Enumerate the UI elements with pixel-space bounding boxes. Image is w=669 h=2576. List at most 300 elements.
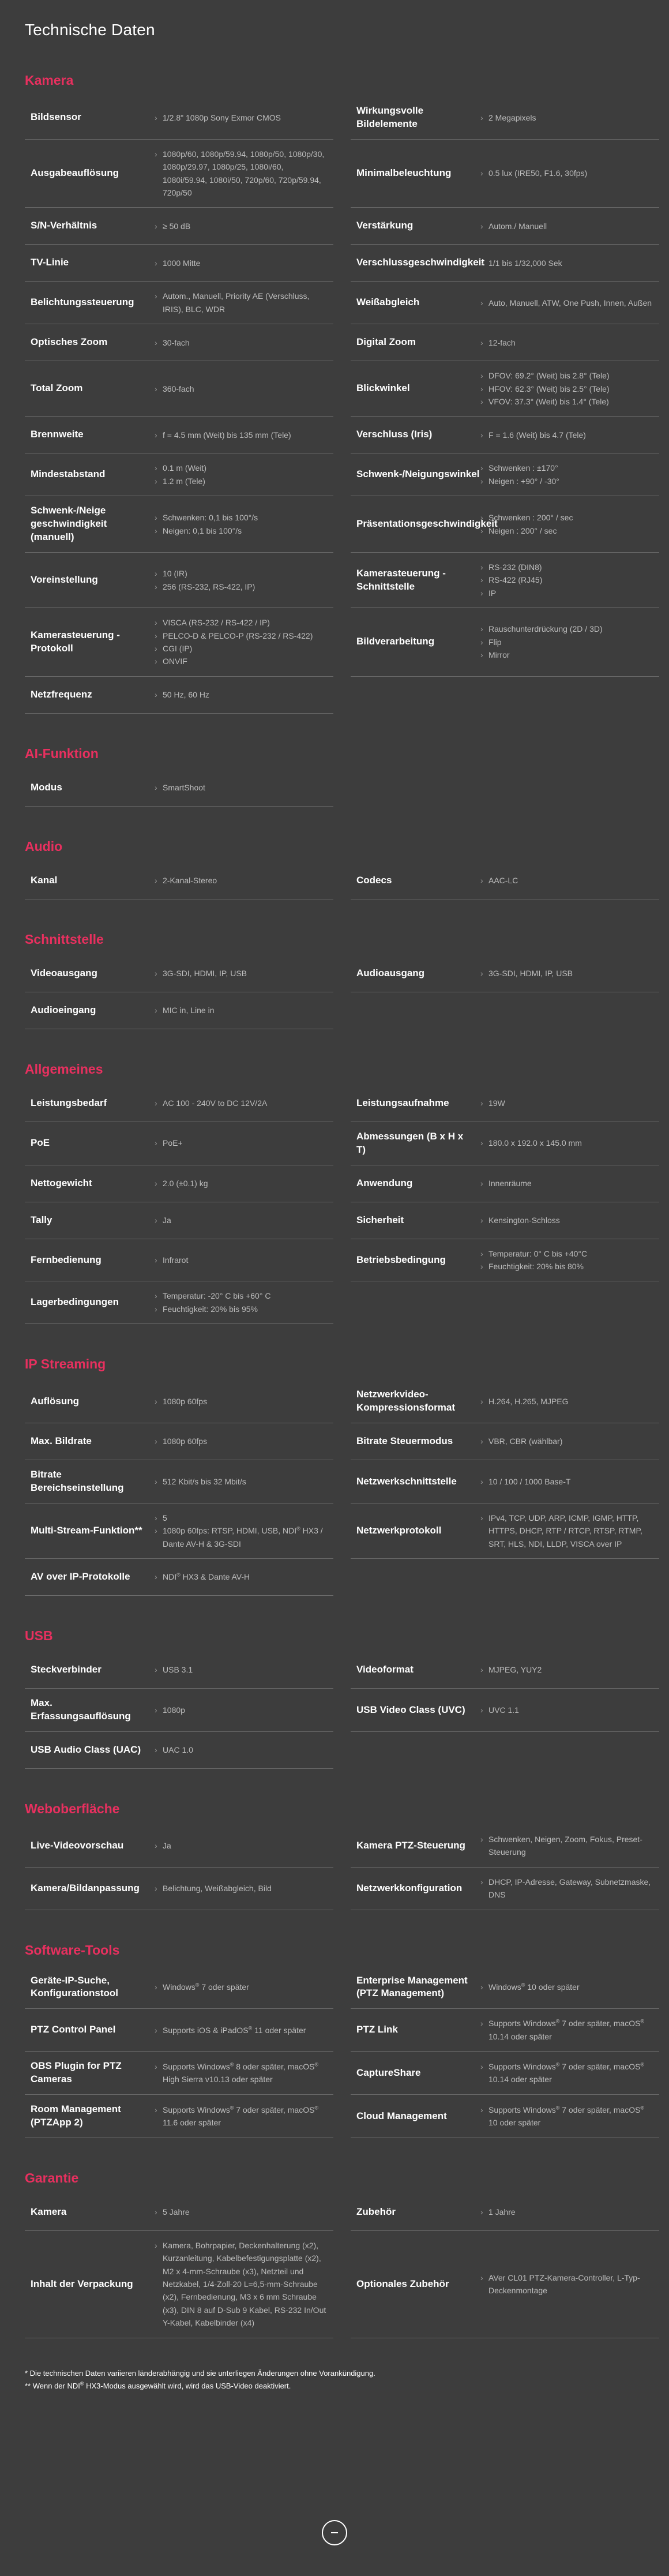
spec-sections <box>25 73 652 2338</box>
spec-label: Videoausgang <box>31 967 97 978</box>
spec-grid <box>25 2194 644 2338</box>
spec-row-modus <box>25 770 333 807</box>
page <box>0 21 669 2393</box>
spec-label: Wirkungsvolle Bildelemente <box>356 105 424 129</box>
spec-values <box>155 967 328 980</box>
spec-label: Max. Erfassungsauflösung <box>31 1697 131 1722</box>
spec-value: › Windows® 7 oder später <box>155 1981 328 1993</box>
spec-values <box>480 1177 653 1190</box>
spec-grid <box>25 1825 651 1910</box>
spec-row-bitrate-steuermodus <box>351 1423 659 1460</box>
spec-values <box>480 1435 653 1448</box>
spec-row-mindestabstand <box>25 453 333 496</box>
spec-value: › RS-232 (DIN8) <box>480 561 653 573</box>
spec-label: Anwendung <box>356 1177 413 1188</box>
spec-row-live-videovorschau <box>25 1825 333 1868</box>
spec-row-voreinstellung <box>25 553 333 608</box>
spec-row-kamerasteuerung-schnittstelle <box>351 553 659 608</box>
spec-value: › Rauschunterdrückung (2D / 3D) <box>480 623 653 635</box>
spec-values <box>155 874 328 887</box>
section-allgemeines <box>25 1062 644 1324</box>
spec-value: › 3G-SDI, HDMI, IP, USB <box>155 967 328 980</box>
spec-row-tally <box>25 1202 333 1239</box>
spec-label: Weißabgleich <box>356 297 420 308</box>
spec-values <box>480 462 653 488</box>
spec-values <box>480 1247 653 1273</box>
spec-row-inhalt-der-verpackung <box>25 2231 333 2338</box>
spec-row-av-over-ip-protokolle <box>25 1559 333 1596</box>
spec-values <box>155 2206 328 2218</box>
spec-value: › Mirror <box>480 648 653 661</box>
spec-row-verschlussgeschwindigkeit <box>351 245 659 282</box>
spec-row-s-n-verhaltnis <box>25 208 333 245</box>
spec-row-videoausgang <box>25 955 333 992</box>
spec-value: › 12-fach <box>480 336 653 349</box>
spec-label: Voreinstellung <box>31 574 98 586</box>
section-garantie <box>25 2170 644 2338</box>
spec-row-prasentationsgeschwindigkeit <box>351 496 659 553</box>
spec-values <box>155 1289 328 1315</box>
spec-label: Sicherheit <box>356 1214 404 1225</box>
spec-value: › 512 Kbit/s bis 32 Mbit/s <box>155 1475 328 1488</box>
spec-value: › Supports Windows® 8 oder später, macOS® High Sierra v10.13 oder später <box>155 2060 328 2086</box>
spec-values <box>155 567 328 593</box>
spec-values <box>480 1395 653 1408</box>
spec-row-anwendung <box>351 1165 659 1202</box>
spec-label: Blickwinkel <box>356 383 410 394</box>
spec-values <box>480 1512 653 1550</box>
spec-label: Netzwerkprotokoll <box>356 1525 442 1536</box>
spec-value: › 1.2 m (Tele) <box>155 475 328 488</box>
spec-values <box>155 1663 328 1676</box>
spec-row-optionales-zubehor <box>351 2231 659 2338</box>
spec-value: › SmartShoot <box>155 781 328 794</box>
spec-value: › Supports iOS & iPadOS® 11 oder später <box>155 2024 328 2037</box>
spec-grid <box>25 770 644 807</box>
spec-value: › Schwenken: 0,1 bis 100°/s <box>155 511 328 524</box>
scroll-to-top-button[interactable] <box>322 2520 347 2545</box>
spec-label: Total Zoom <box>31 383 83 394</box>
spec-label: Audioeingang <box>31 1004 96 1015</box>
spec-label: TV-Linie <box>31 257 69 268</box>
spec-label: Kamerasteuerung - Protokoll <box>31 629 120 654</box>
spec-value: › VFOV: 37.3° (Weit) bis 1.4° (Tele) <box>480 395 653 408</box>
spec-values <box>480 2206 653 2218</box>
spec-label: Belichtungssteuerung <box>31 297 134 308</box>
spec-row-steckverbinder <box>25 1652 333 1689</box>
section-title: Weboberfläche <box>25 1801 120 1816</box>
spec-value: › 1080p 60fps <box>155 1395 328 1408</box>
spec-value: › AVer CL01 PTZ-Kamera-Controller, L-Typ-Deckenmontage <box>480 2271 653 2297</box>
spec-value: › Autom., Manuell, Priority AE (Verschluss, IRIS), BLC, WDR <box>155 290 328 316</box>
spec-label: Digital Zoom <box>356 336 416 348</box>
spec-label: Geräte-IP-Suche, Konfigurationstool <box>31 1974 119 1999</box>
spec-row-verstarkung <box>351 208 659 245</box>
spec-label: Verschlussgeschwindigkeit <box>356 257 485 268</box>
spec-value: › ≥ 50 dB <box>155 220 328 233</box>
spec-value: › DFOV: 69.2° (Weit) bis 2.8° (Tele) <box>480 369 653 382</box>
spec-row-brennweite <box>25 417 333 453</box>
spec-values <box>480 257 653 269</box>
spec-value: › ONVIF <box>155 655 328 668</box>
spec-label: Betriebsbedingung <box>356 1254 446 1265</box>
spec-values <box>480 1876 653 1902</box>
spec-value: › 10 / 100 / 1000 Base-T <box>480 1475 653 1488</box>
spec-values <box>480 220 653 233</box>
spec-row-bildverarbeitung <box>351 608 659 677</box>
spec-label: Brennweite <box>31 429 84 440</box>
spec-label: Bitrate Steuermodus <box>356 1435 453 1447</box>
spec-value: › 2.0 (±0.1) kg <box>155 1177 328 1190</box>
spec-label: Leistungsbedarf <box>31 1097 107 1108</box>
spec-values <box>155 1981 328 1993</box>
spec-value: › DHCP, IP-Adresse, Gateway, Subnetzmaske, DNS <box>480 1876 653 1902</box>
spec-value: › F = 1.6 (Weit) bis 4.7 (Tele) <box>480 429 653 441</box>
spec-values <box>480 1097 653 1109</box>
section-title: Software-Tools <box>25 1942 120 1958</box>
spec-value: › HFOV: 62.3° (Weit) bis 2.5° (Tele) <box>480 383 653 395</box>
spec-value: › Auto, Manuell, ATW, One Push, Innen, Außen <box>480 297 653 309</box>
spec-label: Bildsensor <box>31 111 81 123</box>
spec-value: › PELCO-D & PELCO-P (RS-232 / RS-422) <box>155 629 328 642</box>
spec-label: Mindestabstand <box>31 468 106 480</box>
spec-values <box>480 2060 653 2086</box>
spec-values <box>480 2103 653 2129</box>
page-title: Technische Daten <box>25 21 155 39</box>
spec-label: Abmessungen (B x H x T) <box>356 1130 464 1155</box>
spec-value: › Schwenken, Neigen, Zoom, Fokus, Preset-Steuerung <box>480 1833 653 1859</box>
spec-value: › Supports Windows® 7 oder später, macOS® 10.14 oder später <box>480 2017 653 2043</box>
spec-values <box>155 2024 328 2037</box>
spec-value: › Schwenken : ±170° <box>480 462 653 474</box>
spec-row-schwenk-neige-geschwindigkeit-manuell <box>25 496 333 553</box>
spec-value: › 256 (RS-232, RS-422, IP) <box>155 580 328 593</box>
spec-values <box>155 429 328 441</box>
spec-value: › 1080p 60fps <box>155 1435 328 1448</box>
spec-values <box>155 148 328 200</box>
spec-values <box>155 1882 328 1895</box>
spec-label: Live-Videovorschau <box>31 1839 124 1851</box>
spec-row-multi-stream-funktion <box>25 1503 333 1559</box>
spec-values <box>155 1254 328 1266</box>
spec-row-kamera-ptz-steuerung <box>351 1825 659 1868</box>
spec-row-usb-video-class-uvc <box>351 1689 659 1732</box>
spec-values <box>480 561 653 599</box>
spec-values <box>155 383 328 395</box>
spec-values <box>480 1981 653 1993</box>
spec-label: Netzwerkkonfiguration <box>356 1882 463 1893</box>
spec-row-ptz-control-panel <box>25 2009 333 2052</box>
spec-value: › VBR, CBR (wählbar) <box>480 1435 653 1448</box>
spec-label: Room Management (PTZApp 2) <box>31 2103 121 2128</box>
spec-label: CaptureShare <box>356 2067 421 2078</box>
section-ai-funktion <box>25 746 644 807</box>
spec-value: › Feuchtigkeit: 20% bis 95% <box>155 1303 328 1315</box>
spec-values <box>480 1214 653 1227</box>
section-schnittstelle <box>25 932 644 1029</box>
spec-row-usb-audio-class-uac <box>25 1732 333 1769</box>
spec-row-room-management-ptzapp-2 <box>25 2095 333 2138</box>
spec-row-blickwinkel <box>351 361 659 417</box>
spec-value: › Schwenken : 200° / sec <box>480 511 653 524</box>
spec-row-codecs <box>351 863 659 899</box>
spec-label: USB Audio Class (UAC) <box>31 1743 141 1755</box>
spec-value: › Autom./ Manuell <box>480 220 653 233</box>
spec-label: Verstärkung <box>356 220 414 231</box>
spec-label: Max. Bildrate <box>31 1435 92 1447</box>
section-software-tools <box>25 1943 644 2138</box>
spec-row-belichtungssteuerung <box>25 282 333 324</box>
spec-value: › Supports Windows® 7 oder später, macOS® 10 oder später <box>480 2103 653 2129</box>
spec-value: › Infrarot <box>155 1254 328 1266</box>
spec-value: › 5 <box>155 1512 328 1524</box>
section-title: Garantie <box>25 2170 79 2185</box>
spec-label: Bildverarbeitung <box>356 636 435 647</box>
spec-value: › 1080p 60fps: RTSP, HDMI, USB, NDI® HX3 / Dante AV-H & 3G-SDI <box>155 1524 328 1550</box>
spec-label: Steckverbinder <box>31 1664 102 1675</box>
spec-values <box>155 1512 328 1550</box>
spec-value: › CGI (IP) <box>155 642 328 655</box>
spec-row-max-bildrate <box>25 1423 333 1460</box>
spec-value: › f = 4.5 mm (Weit) bis 135 mm (Tele) <box>155 429 328 441</box>
spec-value: › 10 (IR) <box>155 567 328 580</box>
spec-value: › 5 Jahre <box>155 2206 328 2218</box>
spec-row-obs-plugin-for-ptz-cameras <box>25 2052 333 2095</box>
spec-row-optisches-zoom <box>25 324 333 361</box>
section-ip-streaming <box>25 1356 644 1596</box>
spec-value: › Supports Windows® 7 oder später, macOS® 10.14 oder später <box>480 2060 653 2086</box>
spec-values <box>480 1663 653 1676</box>
spec-row-betriebsbedingung <box>351 1239 659 1282</box>
spec-value: › RS-422 (RJ45) <box>480 573 653 586</box>
footnote-2: ** Wenn der NDI® HX3-Modus ausgewählt wird, wird das USB-Video deaktiviert. <box>25 2381 291 2391</box>
spec-value: › 180.0 x 192.0 x 145.0 mm <box>480 1137 653 1149</box>
spec-label: Lagerbedingungen <box>31 1296 119 1308</box>
spec-row-digital-zoom <box>351 324 659 361</box>
spec-value: › VISCA (RS-232 / RS-422 / IP) <box>155 616 328 629</box>
section-title: IP Streaming <box>25 1356 106 1372</box>
section-kamera <box>25 73 652 714</box>
spec-values <box>155 1097 328 1109</box>
spec-value: › USB 3.1 <box>155 1663 328 1676</box>
spec-row-bitrate-bereichseinstellung <box>25 1460 333 1503</box>
spec-value: › Neigen: 0,1 bis 100°/s <box>155 524 328 537</box>
spec-values <box>480 511 653 537</box>
spec-value: › Supports Windows® 7 oder später, macOS® 11.6 oder später <box>155 2103 328 2129</box>
spec-row-netzwerkprotokoll <box>351 1503 659 1559</box>
spec-row-poe <box>25 1122 333 1165</box>
spec-value: › MJPEG, YUY2 <box>480 1663 653 1676</box>
spec-label: Kamera <box>31 2206 67 2217</box>
spec-row-schwenk-neigungswinkel <box>351 453 659 496</box>
spec-value: › 1080p <box>155 1704 328 1716</box>
spec-values <box>480 167 653 179</box>
spec-row-gerate-ip-suche-konfigurationstool <box>25 1966 333 2009</box>
spec-value: › AAC-LC <box>480 874 653 887</box>
spec-label: Codecs <box>356 874 392 886</box>
spec-values <box>155 1570 328 1583</box>
spec-row-nettogewicht <box>25 1165 333 1202</box>
spec-values <box>480 1704 653 1716</box>
spec-grid <box>25 1085 644 1324</box>
spec-grid <box>25 1652 644 1769</box>
spec-value: › 1000 Mitte <box>155 257 328 269</box>
spec-label: Verschluss (Iris) <box>356 429 433 440</box>
spec-value: › 1 Jahre <box>480 2206 653 2218</box>
footnote-1: * Die technischen Daten variieren länderabhängig und sie unterliegen Änderungen ohne Vorankündigung. <box>25 2368 375 2378</box>
spec-label: Auflösung <box>31 1395 80 1407</box>
spec-row-sicherheit <box>351 1202 659 1239</box>
spec-row-fernbedienung <box>25 1239 333 1282</box>
spec-values <box>155 462 328 488</box>
spec-values <box>480 623 653 661</box>
spec-values <box>155 1177 328 1190</box>
spec-values <box>480 874 653 887</box>
spec-label: Präsentationsgeschwindigkeit <box>356 518 498 530</box>
spec-row-auflosung <box>25 1380 333 1423</box>
spec-row-audioausgang <box>351 955 659 992</box>
section-title: Schnittstelle <box>25 931 104 947</box>
spec-row-enterprise-management-ptz-management <box>351 1966 659 2009</box>
spec-value: › 1/2.8" 1080p Sony Exmor CMOS <box>155 111 328 124</box>
spec-values <box>155 1839 328 1852</box>
spec-value: › 30-fach <box>155 336 328 349</box>
spec-value: › Neigen : 200° / sec <box>480 524 653 537</box>
spec-grid <box>25 955 644 1029</box>
spec-values <box>155 1214 328 1227</box>
spec-value: › 2 Megapixels <box>480 111 653 124</box>
spec-label: PoE <box>31 1137 50 1149</box>
spec-value: › Neigen : +90° / -30° <box>480 475 653 488</box>
spec-values <box>155 1395 328 1408</box>
section-title: USB <box>25 1628 53 1644</box>
spec-grid <box>25 96 652 714</box>
spec-row-audioeingang <box>25 992 333 1029</box>
spec-values <box>155 1435 328 1448</box>
spec-value: › NDI® HX3 & Dante AV-H <box>155 1570 328 1583</box>
section-weboberflache <box>25 1801 651 1910</box>
spec-value: › 1/1 bis 1/32,000 Sek <box>480 257 653 269</box>
spec-values <box>480 967 653 980</box>
spec-value: › H.264, H.265, MJPEG <box>480 1395 653 1408</box>
spec-values <box>155 1137 328 1149</box>
spec-value: › 0.1 m (Weit) <box>155 462 328 474</box>
spec-values <box>155 290 328 316</box>
spec-row-kanal <box>25 863 333 899</box>
spec-label: Leistungsaufnahme <box>356 1097 449 1108</box>
minus-circle-icon <box>331 2532 338 2533</box>
spec-label: Netzfrequenz <box>31 688 92 700</box>
spec-grid <box>25 1966 644 2138</box>
spec-value: › Ja <box>155 1214 328 1227</box>
spec-values <box>480 429 653 441</box>
spec-values <box>155 781 328 794</box>
spec-label: Schwenk-/Neigungswinkel <box>356 468 480 480</box>
spec-row-kamerasteuerung-protokoll <box>25 608 333 677</box>
spec-value: › Ja <box>155 1839 328 1852</box>
spec-row-total-zoom <box>25 361 333 417</box>
spec-label: Ausgabeauflösung <box>31 167 119 179</box>
section-title: Audio <box>25 838 63 854</box>
footnotes <box>25 2367 644 2394</box>
spec-value: › 0.5 lux (IRE50, F1.6, 30fps) <box>480 167 653 179</box>
spec-values <box>155 1704 328 1716</box>
spec-row-max-erfassungsauflosung <box>25 1689 333 1732</box>
spec-row-ausgabeauflosung <box>25 140 333 208</box>
spec-label: Zubehör <box>356 2206 396 2217</box>
spec-label: Kamerasteuerung - Schnittstelle <box>356 567 446 592</box>
spec-grid <box>25 1380 644 1596</box>
spec-value: › UAC 1.0 <box>155 1743 328 1756</box>
section-title: Kamera <box>25 73 74 88</box>
spec-label: Tally <box>31 1214 52 1225</box>
spec-values <box>480 2017 653 2043</box>
spec-value: › AC 100 - 240V to DC 12V/2A <box>155 1097 328 1109</box>
spec-row-ptz-link <box>351 2009 659 2052</box>
spec-label: Multi-Stream-Funktion** <box>31 1525 142 1536</box>
spec-value: › PoE+ <box>155 1137 328 1149</box>
spec-label: Kamera/Bildanpassung <box>31 1882 140 1893</box>
spec-row-abmessungen-b-x-h-x-t <box>351 1122 659 1165</box>
spec-row-leistungsaufnahme <box>351 1085 659 1122</box>
spec-row-minimalbeleuchtung <box>351 140 659 208</box>
spec-label: Minimalbeleuchtung <box>356 167 452 179</box>
spec-label: PTZ Control Panel <box>31 2024 116 2035</box>
spec-value: › IP <box>480 587 653 599</box>
spec-value: › Flip <box>480 636 653 648</box>
spec-label: Bitrate Bereichseinstellung <box>31 1469 124 1493</box>
spec-row-kamera <box>25 2194 333 2231</box>
spec-label: Schwenk-/Neige geschwindigkeit (manuell) <box>31 505 107 543</box>
section-audio <box>25 839 644 899</box>
spec-value: › 50 Hz, 60 Hz <box>155 688 328 701</box>
spec-value: › Kensington-Schloss <box>480 1214 653 1227</box>
spec-values <box>480 2271 653 2297</box>
spec-label: Optisches Zoom <box>31 336 108 348</box>
section-title: AI-Funktion <box>25 745 99 761</box>
spec-row-leistungsbedarf <box>25 1085 333 1122</box>
spec-values <box>155 688 328 701</box>
spec-values <box>155 257 328 269</box>
spec-value: › MIC in, Line in <box>155 1004 328 1017</box>
spec-values <box>155 2239 328 2330</box>
spec-values <box>155 1475 328 1488</box>
spec-values <box>155 616 328 668</box>
spec-values <box>480 336 653 349</box>
spec-value: › Temperatur: -20° C bis +60° C <box>155 1289 328 1302</box>
spec-values <box>480 369 653 408</box>
spec-label: Netzwerkschnittstelle <box>356 1475 457 1487</box>
spec-values <box>480 297 653 309</box>
spec-value: › Belichtung, Weißabgleich, Bild <box>155 1882 328 1895</box>
spec-row-netzfrequenz <box>25 677 333 714</box>
spec-label: Videoformat <box>356 1664 414 1675</box>
spec-row-captureshare <box>351 2052 659 2095</box>
spec-values <box>155 1004 328 1017</box>
spec-value: › 3G-SDI, HDMI, IP, USB <box>480 967 653 980</box>
spec-values <box>155 2103 328 2129</box>
spec-label: Enterprise Management (PTZ Management) <box>356 1974 468 1999</box>
spec-row-lagerbedingungen <box>25 1281 333 1324</box>
spec-label: S/N-Verhältnis <box>31 220 97 231</box>
spec-row-verschluss-iris <box>351 417 659 453</box>
spec-value: › Temperatur: 0° C bis +40°C <box>480 1247 653 1260</box>
spec-label: Fernbedienung <box>31 1254 102 1265</box>
spec-value: › IPv4, TCP, UDP, ARP, ICMP, IGMP, HTTP, HTTPS, DHCP, RTP / RTCP, RTSP, RTMP, SRT, HLS, NDI, LLDP, VISCA over IP <box>480 1512 653 1550</box>
spec-row-tv-linie <box>25 245 333 282</box>
spec-value: › Kamera, Bohrpapier, Deckenhalterung (x2), Kurzanleitung, Kabelbefestigungsplatte (x2), M2 x 4-mm-Schraube (x3), Netzteil und Netzkabel, 1/4-Zoll-20 L=6,5-mm-Schraube (x2), Fernbedienung, M3 x 6 mm Schraube (x3), DIN 8 auf D-Sub 9 Kabel, RS-232 In/Out Y-Kabel, Kabelbinder (x4) <box>155 2239 328 2330</box>
spec-label: PTZ Link <box>356 2024 398 2035</box>
